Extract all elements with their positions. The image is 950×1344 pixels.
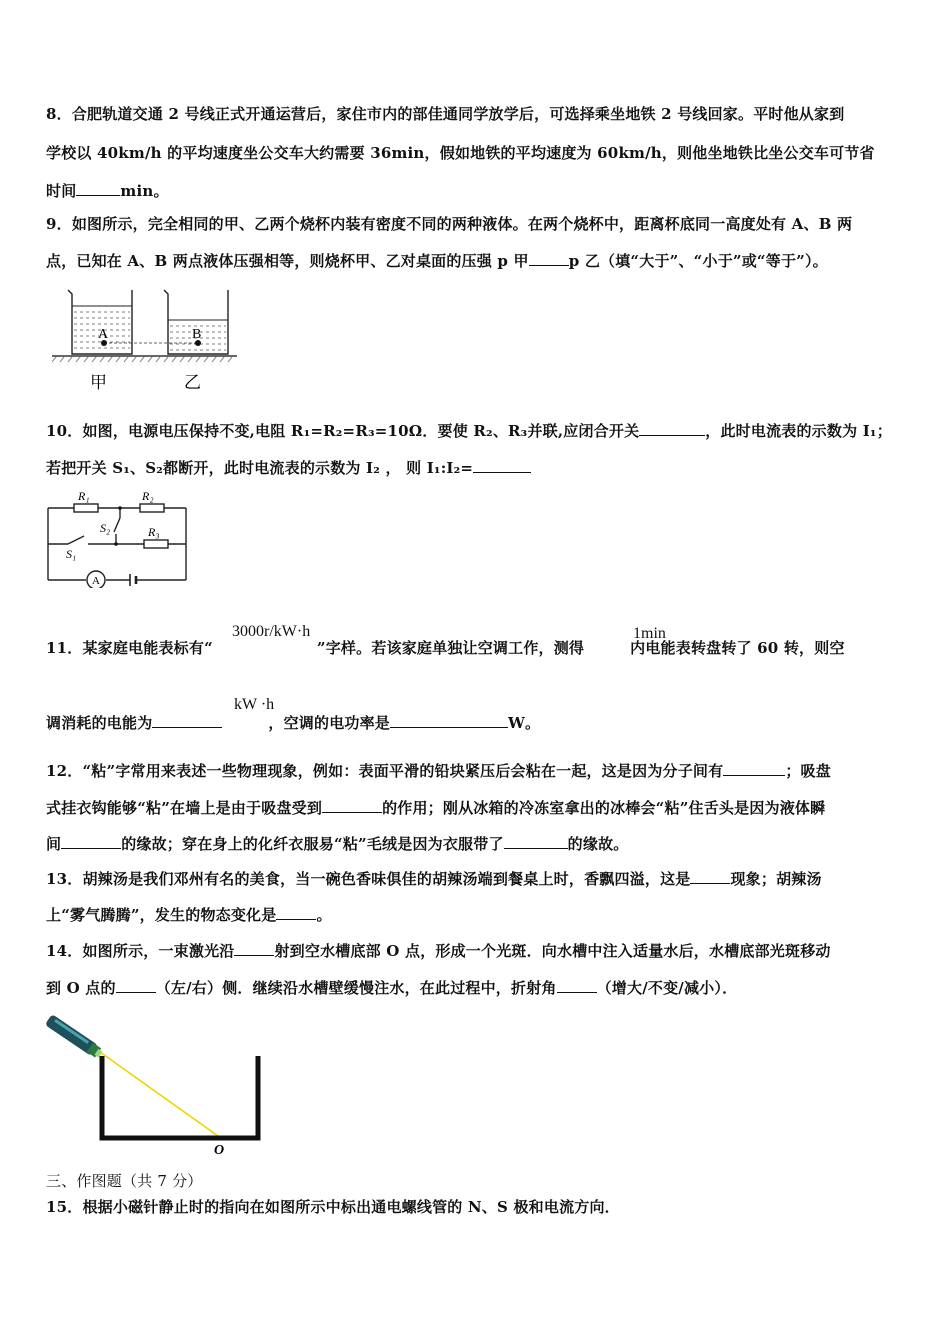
q12-answer-blank-2[interactable] <box>322 798 382 813</box>
q12-answer-blank-1[interactable] <box>723 761 785 776</box>
q11-text-3: 内电能表转盘转了 60 转，则空 <box>630 639 845 657</box>
q12-text-2: ；吸盘 <box>785 762 831 780</box>
q8-text-unit: min。 <box>120 182 169 200</box>
q11-answer-blank-1[interactable] <box>152 713 222 728</box>
q12-text-1: 12．“粘”字常用来表述一些物理现象，例如：表面平滑的铅块紧压后会粘在一起，这是因为分子间有 <box>46 762 724 780</box>
q10-text: 10．如图，电源电压保持不变,电阻 R₁=R₂=R₃=10Ω．要使 R₂、R₃并联,应闭合开关 <box>46 422 640 440</box>
q12-line2 <box>46 797 825 818</box>
q11-text-1: 11．某家庭电能表标有“ <box>46 639 213 657</box>
q11-answer-blank-2[interactable] <box>390 713 508 728</box>
q12-line3 <box>46 833 628 854</box>
point-o-label: O <box>214 1143 225 1158</box>
q14-line2 <box>46 977 737 998</box>
q8-line2: 学校以 40km/h 的平均速度坐公交车大约需要 36min，假如地铁的平均速度为 60km/h，则他坐地铁比坐公交车可节省 <box>46 144 875 162</box>
q8-answer-blank[interactable] <box>76 181 120 196</box>
q8-line3 <box>46 180 169 201</box>
q10-line1 <box>46 420 892 441</box>
s1-label: S₁ <box>66 547 77 561</box>
q14-text-2: 射到空水槽底部 O 点，形成一个光斑．向水槽中注入适量水后，水槽底部光斑移动 <box>274 942 831 960</box>
q12-answer-blank-4[interactable] <box>504 834 568 849</box>
q10-circuit-figure <box>44 488 192 588</box>
beaker-jia-label: 甲 <box>90 373 107 392</box>
q14-text-3: 到 O 点的 <box>46 979 116 997</box>
q10-text-3: 若把开关 S₁、S₂都断开，此时电流表的示数为 I₂ ， 则 I₁:I₂= <box>46 459 474 477</box>
q12-text-7: 的缘故。 <box>567 835 629 853</box>
q9-line1: 9．如图所示，完全相同的甲、乙两个烧杯内装有密度不同的两种液体。在两个烧杯中，距离杯底同一高度处有 A、B 两 <box>46 215 853 233</box>
q12-answer-blank-3[interactable] <box>61 834 121 849</box>
q11-formula-unit: kW ·h <box>234 696 275 713</box>
r2-label: R₂ <box>142 489 154 503</box>
q14-answer-blank-3[interactable] <box>557 978 597 993</box>
q15-line1: 15．根据小磁针静止时的指向在如图所示中标出通电螺线管的 N、S 极和电流方向． <box>46 1198 620 1216</box>
q9-line2 <box>46 250 828 271</box>
r1-label: R₁ <box>78 489 90 503</box>
q8-line1: 8．合肥轨道交通 2 号线正式开通运营后，家住市内的部佳通同学放学后，可选择乘坐地铁 2 号线回家。平时他从家到 <box>46 105 845 123</box>
q9-answer-blank[interactable] <box>529 251 569 266</box>
q11-text-4: 调消耗的电能为 <box>46 714 153 732</box>
q8-text: 时间 <box>46 182 77 200</box>
section3-title: 三、作图题（共 7 分） <box>46 1172 203 1190</box>
ammeter-label: A <box>92 575 100 587</box>
s2-label: S₂ <box>100 521 111 535</box>
q13-line2 <box>46 904 332 925</box>
q14-line1 <box>46 940 831 961</box>
q13-answer-blank-1[interactable] <box>690 869 730 884</box>
q11-text-5: ，空调的电功率是 <box>268 714 391 732</box>
q11-text-6: W。 <box>508 714 541 732</box>
q9-text-end: p 乙（填“大于”、“小于”或“等于”）。 <box>568 252 828 270</box>
q12-text-4: 的作用；刚从冰箱的冷冻室拿出的冰棒会“粘”住舌头是因为液体瞬 <box>382 799 826 817</box>
q13-text-3: 上“雾气腾腾”，发生的物态变化是 <box>46 906 277 924</box>
q13-answer-blank-2[interactable] <box>276 905 316 920</box>
q14-text-5: （增大/不变/减小）． <box>596 979 738 997</box>
q11-line1 <box>46 637 845 658</box>
q10-answer-blank-2[interactable] <box>473 458 531 473</box>
q14-text-4: （左/右）侧．继续沿水槽壁缓慢注水，在此过程中，折射角 <box>155 979 557 997</box>
q14-water-tank-figure <box>44 1008 274 1160</box>
q12-text-5: 间 <box>46 835 62 853</box>
q13-text-4: 。 <box>316 906 332 924</box>
q9-beaker-figure <box>52 282 242 394</box>
r3-label: R₃ <box>148 525 160 539</box>
q12-line1 <box>46 760 831 781</box>
q11-formula-meter: 3000r/kW·h <box>232 623 311 640</box>
beaker-yi-label: 乙 <box>184 373 201 392</box>
q10-answer-blank-1[interactable] <box>639 421 705 436</box>
q13-text-2: 现象；胡辣汤 <box>730 870 822 888</box>
q10-line2 <box>46 457 531 478</box>
point-b-label: B <box>192 327 202 342</box>
q12-text-6: 的缘故；穿在身上的化纤衣服易“粘”毛绒是因为衣服带了 <box>121 835 504 853</box>
point-a-label: A <box>98 327 109 342</box>
q13-line1 <box>46 868 822 889</box>
q11-text-2: ”字样。若该家庭单独让空调工作，测得 <box>316 639 585 657</box>
q14-text-1: 14．如图所示，一束激光沿 <box>46 942 235 960</box>
q11-line2 <box>46 712 540 733</box>
q14-answer-blank-1[interactable] <box>234 941 274 956</box>
q9-text: 点，已知在 A、B 两点液体压强相等，则烧杯甲、乙对桌面的压强 p 甲 <box>46 252 529 270</box>
q14-answer-blank-2[interactable] <box>116 978 156 993</box>
q10-text-2: ，此时电流表的示数为 I₁； <box>705 422 892 440</box>
q11-formula-time: 1min <box>633 625 666 642</box>
q12-text-3: 式挂衣钩能够“粘”在墙上是由于吸盘受到 <box>46 799 323 817</box>
q13-text-1: 13．胡辣汤是我们邓州有名的美食，当一碗色香味俱佳的胡辣汤端到餐桌上时，香飘四溢，这是 <box>46 870 691 888</box>
